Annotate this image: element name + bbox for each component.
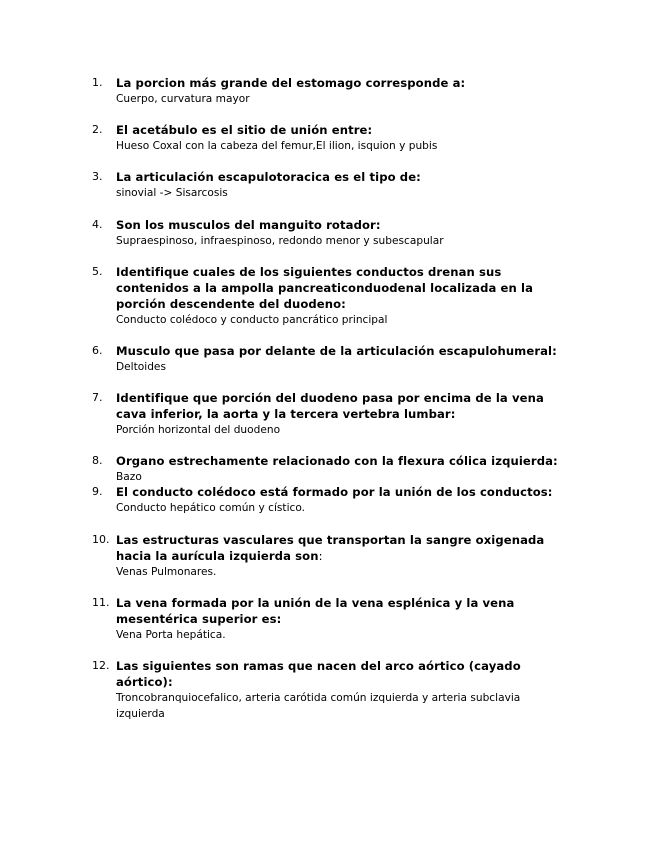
list-item	[92, 453, 572, 485]
list-item	[92, 658, 572, 722]
answer: Bazo	[116, 471, 142, 483]
question: La porcion más grande del estomago corresponde a:	[116, 76, 466, 90]
list-item	[92, 484, 572, 516]
answer: sinovial -> Sisarcosis	[116, 187, 228, 199]
item-number: 2.	[92, 123, 103, 136]
question: Son los musculos del manguito rotador:	[116, 218, 381, 232]
answer: Conducto hepático común y cístico.	[116, 502, 306, 514]
list-item	[92, 217, 572, 249]
item-number: 5.	[92, 265, 103, 278]
item-number: 9.	[92, 485, 103, 498]
answer: Cuerpo, curvatura mayor	[116, 93, 250, 105]
item-number: 8.	[92, 454, 103, 467]
question: Las siguientes son ramas que nacen del arco aórtico (cayado aórtico):	[116, 659, 521, 689]
list-item	[92, 75, 572, 107]
item-number: 7.	[92, 391, 103, 404]
question: El acetábulo es el sitio de unión entre:	[116, 123, 373, 137]
list-item	[92, 122, 572, 154]
answer: Conducto colédoco y conducto pancrático principal	[116, 314, 388, 326]
question: La articulación escapulotoracica es el tipo de:	[116, 170, 421, 184]
answer: Deltoides	[116, 361, 166, 373]
item-number: 1.	[92, 76, 103, 89]
list-item	[92, 343, 572, 375]
list-item	[92, 169, 572, 201]
question: La vena formada por la unión de la vena esplénica y la vena mesentérica superior es:	[116, 596, 515, 626]
answer: Vena Porta hepática.	[116, 629, 226, 641]
list-item	[92, 390, 572, 438]
answer: Supraespinoso, infraespinoso, redondo menor y subescapular	[116, 235, 444, 247]
answer: Hueso Coxal con la cabeza del femur,El ilion, isquion y pubis	[116, 140, 438, 152]
list-item	[92, 595, 572, 643]
question: Las estructuras vasculares que transportan la sangre oxigenada hacia la aurícula izquierda son:	[116, 533, 545, 563]
question: Musculo que pasa por delante de la articulación escapulohumeral:	[116, 344, 557, 358]
answer: Porción horizontal del duodeno	[116, 424, 281, 436]
item-number: 4.	[92, 218, 103, 231]
item-number: 10.	[92, 533, 110, 546]
question: El conducto colédoco está formado por la unión de los conductos:	[116, 485, 553, 499]
list-item	[92, 532, 572, 580]
item-number: 6.	[92, 344, 103, 357]
item-number: 12.	[92, 659, 110, 672]
answer: Troncobranquiocefalico, arteria carótida común izquierda y arteria subclavia izquierda	[116, 692, 521, 720]
question: Organo estrechamente relacionado con la flexura cólica izquierda:	[116, 454, 558, 468]
question: Identifique cuales de los siguientes conductos drenan sus contenidos a la ampolla pancreaticonduodenal localizada en la porción descendente del duodeno:	[116, 265, 533, 311]
item-number: 3.	[92, 170, 103, 183]
list-item	[92, 264, 572, 328]
question: Identifique que porción del duodeno pasa por encima de la vena cava inferior, la aorta y la tercera vertebra lumbar:	[116, 391, 544, 421]
item-number: 11.	[92, 596, 110, 609]
answer: Venas Pulmonares.	[116, 566, 217, 578]
